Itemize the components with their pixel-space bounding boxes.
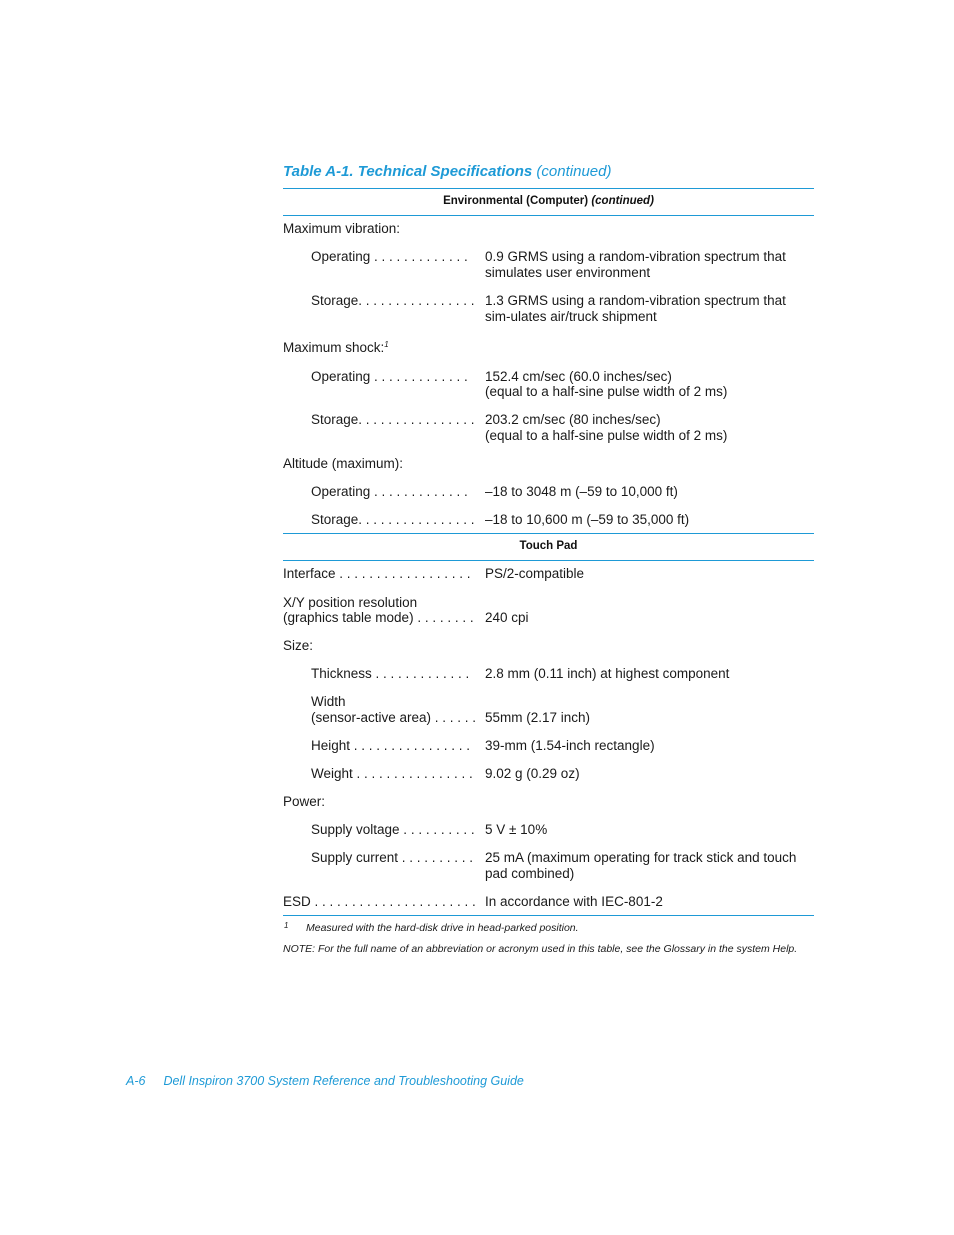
interface-value: PS/2-compatible (485, 566, 585, 581)
xy-resolution-value: 240 cpi (485, 610, 529, 625)
page-footer (126, 1074, 524, 1088)
vibration-storage-value: 1.3 GRMS using a random-vibration spectrum that sim-ulates air/truck shipment (485, 293, 786, 324)
height-value: 39-mm (1.54-inch rectangle) (485, 738, 655, 753)
xy-resolution-label-2: (graphics table mode) . . . . . . . . (283, 610, 474, 625)
table-title-main: Table A-1. Technical Specifications (283, 163, 533, 180)
altitude-storage-value: –18 to 10,600 m (–59 to 35,000 ft) (485, 512, 690, 527)
weight-value: 9.02 g (0.29 oz) (485, 766, 580, 781)
shock-operating-value-2: (equal to a half-sine pulse width of 2 ms) (485, 384, 728, 399)
thickness-value: 2.8 mm (0.11 inch) at highest component (485, 666, 730, 681)
shock-heading: Maximum shock:$^1$ (283, 340, 389, 355)
altitude-operating-value: –18 to 3048 m (–59 to 10,000 ft) (485, 484, 678, 499)
size-heading: Size: (283, 638, 314, 653)
altitude-storage-label: Storage. . . . . . . . . . . . . . . . (311, 512, 475, 527)
width-value: 55mm (2.17 inch) (485, 710, 591, 725)
divider-environmental (283, 215, 814, 216)
divider-bottom (283, 915, 814, 916)
table-note: NOTE: For the full name of an abbreviation or acronym used in this table, see the Glossary in the system Help. (283, 943, 798, 955)
width-label-2: (sensor-active area) . . . . . . (311, 710, 477, 725)
height-label: Height . . . . . . . . . . . . . . . . (311, 738, 471, 753)
footnote-ref: 1 (384, 340, 389, 349)
section-heading-touchpad: Touch Pad (519, 540, 578, 552)
supply-current-label: Supply current . . . . . . . . . . (311, 850, 474, 865)
footnote-text: Measured with the hard-disk drive in head-parked position. (306, 922, 579, 934)
supply-voltage-label: Supply voltage . . . . . . . . . . (311, 822, 475, 837)
vibration-storage-label: Storage. . . . . . . . . . . . . . . . (311, 293, 475, 308)
esd-label: ESD . . . . . . . . . . . . . . . . . . . . . . (283, 894, 476, 909)
interface-label: Interface . . . . . . . . . . . . . . . . . . (283, 566, 471, 581)
weight-label: Weight . . . . . . . . . . . . . . . . (311, 766, 473, 781)
vibration-operating-label: Operating . . . . . . . . . . . . . (311, 249, 468, 264)
width-label-1: Width (311, 694, 346, 709)
supply-current-value: 25 mA (maximum operating for track stick and touch pad combined) (485, 850, 797, 881)
table-title-continued: (continued) (536, 163, 612, 180)
altitude-operating-label: Operating . . . . . . . . . . . . . (311, 484, 468, 499)
page-number: A-6 (126, 1074, 146, 1088)
divider-touchpad (283, 560, 814, 561)
shock-storage-value-2: (equal to a half-sine pulse width of 2 ms) (485, 428, 728, 443)
divider-top (283, 188, 814, 189)
altitude-heading: Altitude (maximum): (283, 456, 404, 471)
vibration-operating-value: 0.9 GRMS using a random-vibration spectrum that simulates user environment (485, 249, 786, 280)
xy-resolution-label-1: X/Y position resolution (283, 595, 418, 610)
shock-operating-label: Operating . . . . . . . . . . . . . (311, 369, 468, 384)
esd-value: In accordance with IEC-801-2 (485, 894, 663, 909)
table-title (283, 163, 611, 180)
thickness-label: Thickness . . . . . . . . . . . . . (311, 666, 470, 681)
shock-storage-label: Storage. . . . . . . . . . . . . . . . (311, 412, 475, 427)
power-heading: Power: (283, 794, 326, 809)
footnote-mark: 1 (284, 921, 289, 930)
supply-voltage-value: 5 V ± 10% (485, 822, 548, 837)
section-heading-environmental: Environmental (Computer) (continued) (443, 195, 654, 207)
footer-title: Dell Inspiron 3700 System Reference and Troubleshooting Guide (163, 1074, 524, 1088)
vibration-heading: Maximum vibration: (283, 221, 401, 236)
shock-operating-value-1: 152.4 cm/sec (60.0 inches/sec) (485, 369, 672, 384)
divider-touchpad-top (283, 533, 814, 534)
shock-storage-value-1: 203.2 cm/sec (80 inches/sec) (485, 412, 661, 427)
